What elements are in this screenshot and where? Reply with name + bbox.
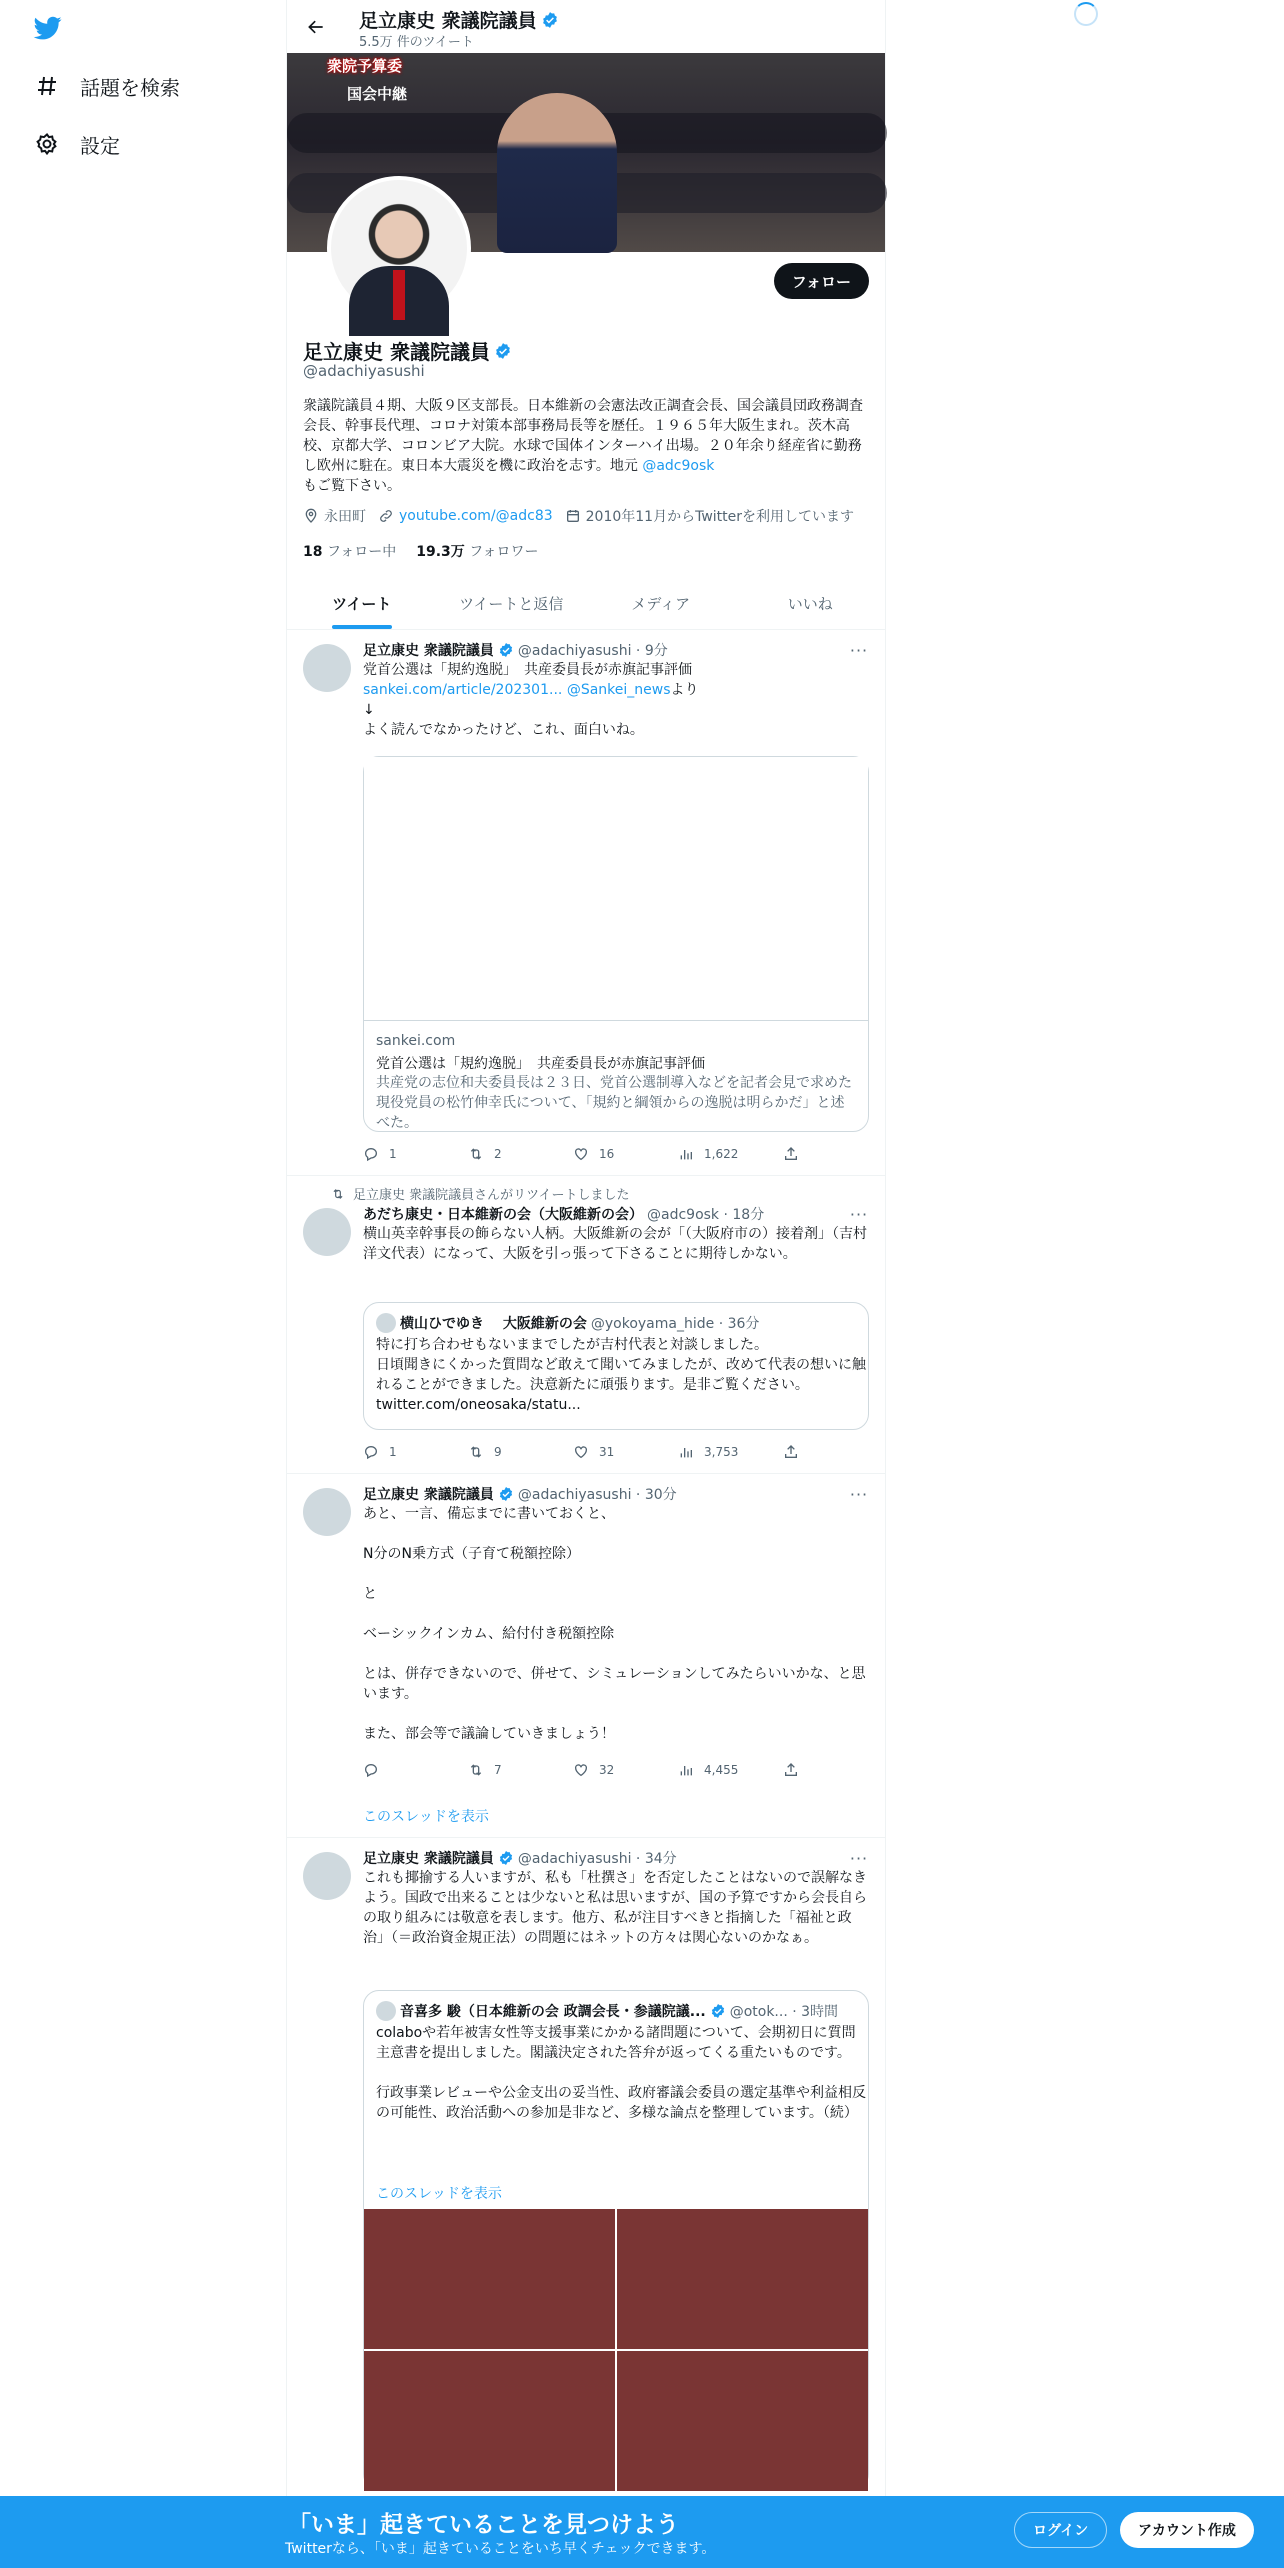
location-item (303, 506, 366, 526)
tweet-body (363, 1484, 869, 1744)
media-image[interactable] (364, 2209, 615, 2349)
retweet-count: 9 (494, 1445, 502, 1459)
banner-speaker-figure (497, 93, 617, 253)
views-button[interactable] (678, 1760, 768, 1780)
share-icon (783, 1444, 799, 1460)
bio-text: 衆議院議員４期、大阪９区支部長。日本維新の会憲法改正調査会長、国会議員団政務調査会長、幹事長代理、コロナ対策本部事務局長等を歴任。１９６５年大阪生まれ。茨木高校、京都大学、コロンビア大院。水球で国体インターハイ出場。２０年余り経産省に勤務し欧州に駐在。東日本大震災を機に政治を志す。地元 (303, 398, 863, 474)
tweet-text-line: ↓ よく読んでなかったけど、これ、面白いね。 (363, 702, 644, 738)
media-image[interactable] (617, 2351, 868, 2491)
tweet[interactable] (287, 630, 885, 1176)
tab-label: ツイートと返信 (459, 595, 564, 613)
share-icon (783, 1146, 799, 1162)
joined-item (565, 506, 854, 526)
tab-label: いいね (787, 595, 833, 613)
link-preview-card[interactable] (363, 756, 869, 1132)
bio-text-end: もご覧下さい。 (303, 478, 401, 494)
reply-button[interactable] (363, 1144, 453, 1164)
banner-caption: 衆院予算委 (327, 57, 403, 75)
quoted-tweet-header (376, 1313, 759, 1333)
like-count: 32 (599, 1763, 615, 1777)
retweet-icon (468, 1762, 484, 1778)
follow-stats (303, 541, 539, 561)
analytics-icon (678, 1444, 694, 1460)
card-domain: sankei.com (376, 1033, 456, 1049)
retweet-button[interactable] (468, 1144, 558, 1164)
more-options-icon[interactable]: ··· (849, 1484, 869, 1504)
location-text: 永田町 (324, 509, 366, 525)
profile-timeline-column (286, 0, 886, 2568)
heart-icon (573, 1762, 589, 1778)
tab-likes[interactable] (736, 578, 886, 629)
signup-prompt-bar (0, 2496, 1284, 2568)
like-button[interactable] (573, 1144, 663, 1164)
tweet-body (363, 1204, 869, 1264)
joined-text: 2010年11月からTwitterを利用しています (585, 509, 855, 525)
avatar (376, 1313, 396, 1333)
twitter-logo-icon[interactable] (32, 14, 64, 42)
author-name[interactable]: 足立康史 衆議院議員 (363, 1487, 494, 1503)
tweet-header (363, 640, 869, 660)
views-button[interactable] (678, 1144, 768, 1164)
login-button[interactable]: ログイン (1014, 2512, 1107, 2548)
tweet-actions (363, 1144, 803, 1164)
reply-icon (363, 1146, 379, 1162)
author-handle-time: @adachiyasushi · 34分 (517, 1851, 677, 1867)
tab-label: メディア (631, 595, 691, 613)
heart-icon (573, 1444, 589, 1460)
tweet-text: 横山英幸幹事長の飾らない人柄。大阪維新の会が「（大阪府市の）接着剤」（吉村洋文代表）になって、大阪を引っ張って下さることに期待しかない。 (363, 1226, 867, 1262)
view-count: 1,622 (704, 1147, 739, 1161)
tweet-header (363, 1848, 869, 1868)
reply-icon (363, 1444, 379, 1460)
avatar (376, 2001, 396, 2021)
card-image (364, 757, 868, 1021)
profile-bio (303, 396, 869, 496)
tweet-text-line: より (670, 682, 699, 698)
tweet[interactable] (287, 1176, 885, 1474)
tweet[interactable] (287, 1838, 885, 2498)
verified-badge-icon (541, 11, 559, 29)
card-description: 共産党の志位和夫委員長は２３日、党首公選制導入などを記者会見で求めた現役党員の松竹伸幸氏について、「規約と綱領からの逸脱は明らかだ」と述べた。 (376, 1075, 852, 1131)
like-button[interactable] (573, 1442, 663, 1462)
followers-label: フォロワー (469, 544, 539, 560)
show-thread-link[interactable]: このスレッドを表示 (363, 1809, 489, 1825)
gear-icon (34, 131, 60, 157)
media-image[interactable] (617, 2209, 868, 2349)
followers-count: 19.3万 (416, 544, 465, 560)
more-options-icon[interactable]: ··· (849, 1204, 869, 1224)
active-tab-indicator (332, 625, 392, 629)
quoted-author-name: 音喜多 駿（日本維新の会 政調会長・参議院議... (400, 2004, 706, 2020)
signup-button[interactable]: アカウント作成 (1120, 2512, 1254, 2548)
tweet-body (363, 1848, 869, 1948)
profile-tabs (287, 578, 885, 630)
analytics-icon (678, 1146, 694, 1162)
quoted-tweet-header (376, 2001, 838, 2021)
more-options-icon[interactable]: ··· (849, 1848, 869, 1868)
quoted-tweet[interactable] (363, 1990, 869, 2490)
quoted-handle-time: @yokoyama_hide · 36分 (590, 1316, 760, 1332)
signup-prompt-subtitle: Twitterなら、「いま」起きていることをいち早くチェックできます。 (285, 2541, 716, 2557)
view-count: 3,753 (704, 1445, 739, 1459)
profile-name-text: 足立康史 衆議院議員 (303, 340, 490, 364)
quoted-tweet[interactable] (363, 1302, 869, 1430)
retweet-count: 2 (494, 1147, 502, 1161)
followers-link[interactable] (416, 541, 538, 561)
loading-spinner-icon (1074, 2, 1098, 26)
tweet[interactable] (287, 1474, 885, 1838)
tweet-body (363, 640, 869, 740)
avatar[interactable] (303, 1852, 351, 1900)
profile-meta (303, 506, 854, 526)
retweet-context (331, 1184, 629, 1203)
follow-button[interactable]: フォロー (774, 263, 869, 299)
reply-count: 1 (389, 1445, 397, 1459)
nav-item-explore[interactable] (34, 66, 180, 106)
location-pin-icon (303, 508, 319, 524)
show-thread-link[interactable]: このスレッドを表示 (376, 2186, 502, 2202)
share-button[interactable] (783, 1760, 803, 1780)
author-handle-time: @adachiyasushi · 9分 (517, 643, 668, 659)
signup-prompt-title: 「いま」起きていることを見つけよう (288, 2512, 679, 2538)
nav-item-label: 設定 (80, 133, 120, 158)
verified-badge-icon (494, 342, 512, 360)
share-icon (783, 1762, 799, 1778)
calendar-icon (565, 508, 581, 524)
header-profile-name (359, 6, 559, 33)
quoted-tweet-text: 特に打ち合わせもないままでしたが吉村代表と対談しました。 日頃聞きにくかった質問など敢えて聞いてみましたが、改めて代表の想いに触れることができました。決意新たに頑張ります。是非ご覧ください。 twitter.com/oneosaka/statu... (376, 1337, 866, 1413)
tweet-text-line: 党首公選は「規約逸脱」 共産委員長が赤旗記事評価 (363, 662, 692, 678)
share-button[interactable] (783, 1144, 803, 1164)
tweet-actions (363, 1442, 803, 1462)
tweet-count: 5.5万 件のツイート (359, 35, 474, 50)
hashtag-icon (34, 73, 60, 99)
like-count: 16 (599, 1147, 615, 1161)
heart-icon (573, 1146, 589, 1162)
tab-label: ツイート (332, 595, 392, 613)
avatar[interactable] (303, 644, 351, 692)
article-link[interactable]: sankei.com/article/202301... (363, 682, 563, 698)
tweet-header (363, 1484, 869, 1504)
tab-media[interactable] (586, 578, 736, 629)
card-title: 党首公選は「規約逸脱」 共産委員長が赤旗記事評価 (376, 1056, 705, 1072)
author-handle-time: @adc9osk · 18分 (647, 1207, 765, 1223)
retweeted-by-text[interactable]: 足立康史 衆議院議員さんがリツイートしました (353, 1188, 630, 1203)
quoted-author-name: 横山ひでゆき 大阪維新の会 (400, 1316, 587, 1332)
quoted-handle-time: @otok... · 3時間 (729, 2004, 839, 2020)
verified-badge-icon (498, 642, 514, 658)
avatar[interactable] (303, 1488, 351, 1536)
author-name[interactable]: 足立康史 衆議院議員 (363, 643, 494, 659)
nav-item-label: 話題を検索 (80, 75, 180, 100)
banner-caption: 国会中継 (347, 85, 408, 103)
retweet-count: 7 (494, 1763, 502, 1777)
profile-name (303, 336, 512, 365)
view-count: 4,455 (704, 1763, 739, 1777)
verified-badge-icon (710, 2003, 726, 2019)
tweet-actions (363, 1760, 803, 1780)
profile-header-bar (287, 0, 885, 53)
profile-avatar[interactable] (327, 176, 471, 320)
tweet-text (363, 660, 869, 740)
retweet-icon (468, 1444, 484, 1460)
tweet-text: あと、一言、備忘までに書いておくと、 N分のN乗方式（子育て税額控除） と ベーシックインカム、給付付き税額控除 とは、併存できないので、併せて、シミュレーションしてみたらいいかな、と思います。 また、部会等で議論していきましょう！ (363, 1506, 866, 1742)
like-count: 31 (599, 1445, 615, 1459)
author-name[interactable]: あだち康史・日本維新の会（大阪維新の会） (363, 1207, 643, 1223)
quoted-tweet-text: colaboや若年被害女性等支援事業にかかる諸問題について、会期初日に質問主意書を提出しました。閣議決定された答弁が返ってくる重たいものです。 行政事業レビューや公金支出の妥当性、政府審議会委員の選定基準や利益相反の可能性、政治活動への参加是非など、多様な論点を整理しています。（続） (376, 2025, 866, 2121)
following-count: 18 (303, 544, 323, 560)
tweet-text: これも揶揄する人いますが、私も「杜撰さ」を否定したことはないので誤解なきよう。国政で出来ることは少ないと私は思いますが、国の予算ですから会長自らの取り組みには敬意を表します。他方、私が注目すべきと指摘した「福祉と政治」（＝政治資金規正法）の問題にはネットの方々は関心ないのかなぁ。 (363, 1870, 867, 1946)
mention-link[interactable]: @Sankei_news (566, 682, 671, 698)
more-options-icon[interactable]: ··· (849, 640, 869, 660)
author-name[interactable]: 足立康史 衆議院議員 (363, 1851, 494, 1867)
avatar[interactable] (303, 1208, 351, 1256)
tweet-header (363, 1204, 869, 1224)
like-button[interactable] (573, 1760, 663, 1780)
following-label: フォロー中 (326, 544, 397, 560)
retweet-icon (468, 1146, 484, 1162)
verified-badge-icon (498, 1850, 514, 1866)
verified-badge-icon (498, 1486, 514, 1502)
share-button[interactable] (783, 1442, 803, 1462)
reply-button[interactable] (363, 1760, 453, 1780)
tab-tweets-and-replies[interactable] (437, 578, 587, 629)
following-link[interactable] (303, 541, 396, 561)
bio-mention-link[interactable]: @adc9osk (642, 458, 715, 474)
author-handle-time: @adachiyasushi · 30分 (517, 1487, 677, 1503)
analytics-icon (678, 1762, 694, 1778)
retweet-button[interactable] (468, 1760, 558, 1780)
nav-item-settings[interactable] (34, 124, 120, 164)
retweet-icon (331, 1187, 345, 1201)
tab-tweets[interactable] (287, 578, 437, 629)
reply-icon (363, 1762, 379, 1778)
header-name-text: 足立康史 衆議院議員 (359, 10, 537, 32)
website-item[interactable] (378, 508, 553, 524)
back-arrow-icon[interactable] (301, 12, 331, 42)
reply-count: 1 (389, 1147, 397, 1161)
media-image[interactable] (364, 2351, 615, 2491)
reply-button[interactable] (363, 1442, 453, 1462)
views-button[interactable] (678, 1442, 768, 1462)
retweet-button[interactable] (468, 1442, 558, 1462)
profile-handle: @adachiyasushi (303, 362, 425, 380)
link-icon (378, 508, 394, 524)
website-link[interactable]: youtube.com/@adc83 (399, 508, 553, 524)
quoted-media-grid[interactable] (364, 2209, 868, 2491)
